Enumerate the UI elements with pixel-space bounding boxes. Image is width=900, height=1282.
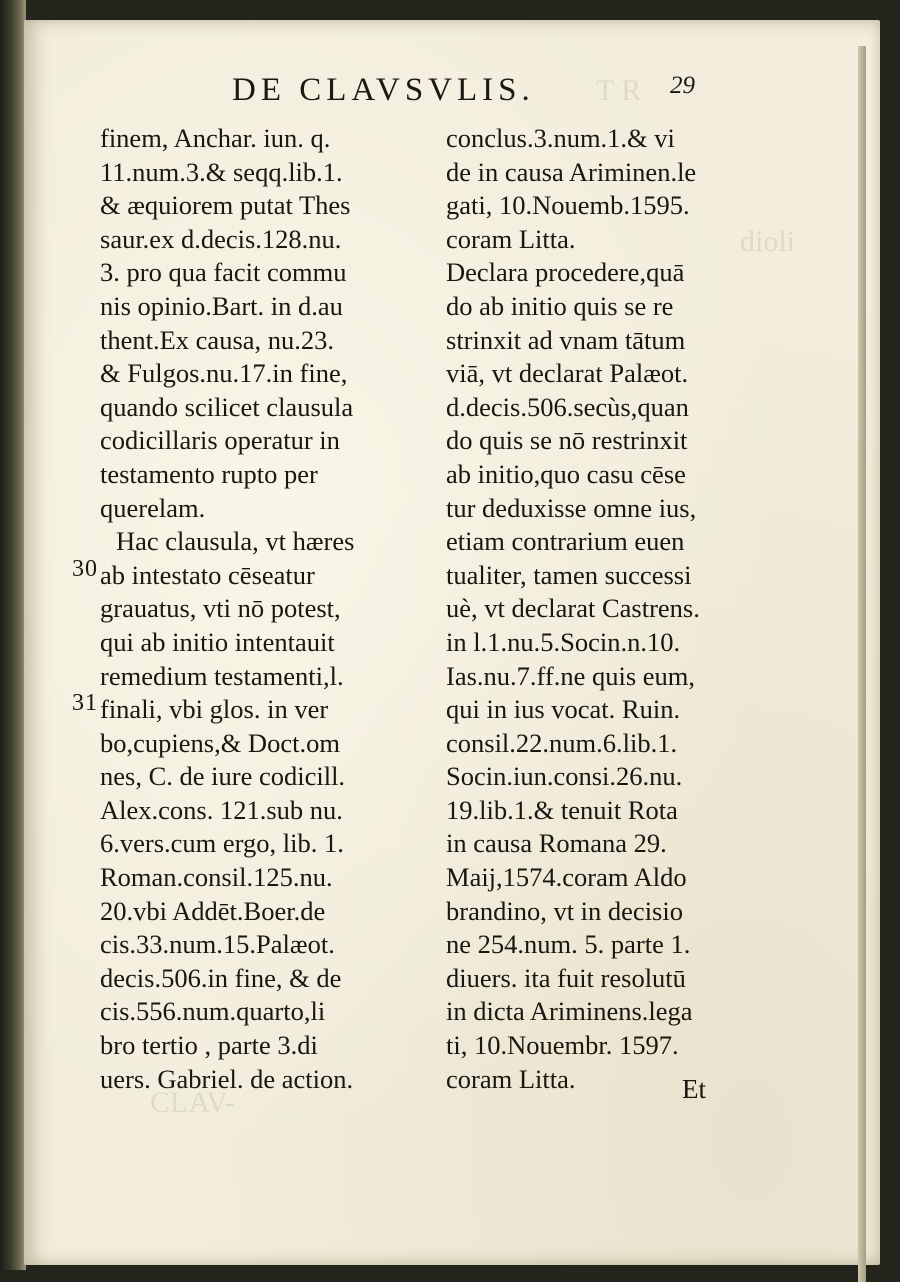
text-line: Socin.iun.consi.26.nu. [446, 761, 683, 792]
text-line: Ias.nu.7.ff.ne quis eum, [446, 660, 696, 691]
text-line: uers. Gabriel. de action. [100, 1063, 354, 1094]
text-line: gati, 10.Nouemb.1595. [446, 190, 690, 221]
text-line: Maij,1574.coram Aldo [446, 862, 687, 893]
running-head: DE CLAVSVLIS. [232, 72, 535, 108]
text-line: cis.556.num.quarto,li [100, 996, 326, 1027]
text-line: Alex.cons. 121.sub nu. [100, 794, 343, 825]
text-line: viā, vt declarat Palæot. [446, 358, 689, 389]
text-line: conclus.3.num.1.& vi [446, 123, 675, 153]
text-line: querelam. [100, 492, 206, 523]
text-line: Declara procedere,quā [446, 257, 685, 288]
catchword: Et [682, 1074, 706, 1104]
text-line: bro tertio , parte 3.di [100, 1030, 318, 1061]
text-line: consil.22.num.6.lib.1. [446, 727, 678, 758]
margin-note-30: 30 [72, 556, 98, 582]
text-line: & æquiorem putat Thes [100, 190, 351, 221]
show-through-text: T R [596, 74, 642, 107]
text-line: remedium testamenti,l. [100, 660, 344, 691]
text-line: nes, C. de iure codicill. [100, 761, 346, 792]
left-text-column [100, 122, 400, 1096]
text-line: in l.1.nu.5.Socin.n.10. [446, 626, 681, 657]
text-line: thent.Ex causa, nu.23. [100, 324, 335, 355]
text-line: uè, vt declarat Castrens. [446, 593, 700, 624]
text-line: coram Litta. [446, 223, 576, 254]
text-line: de in causa Ariminen.le [446, 156, 697, 187]
text-line: 6.vers.cum ergo, lib. 1. [100, 828, 344, 859]
text-line: in causa Romana 29. [446, 828, 667, 859]
right-text-column [446, 122, 766, 1096]
text-line: saur.ex d.decis.128.nu. [100, 223, 342, 254]
text-line: 20.vbi Addēt.Boer.de [100, 895, 326, 926]
text-line: brandino, vt in decisio [446, 895, 683, 926]
text-line: quando scilicet clausula [100, 391, 354, 422]
page-edge [858, 46, 866, 1282]
text-line: strinxit ad vnam tātum [446, 324, 686, 355]
text-line: qui ab initio intentauit [100, 626, 335, 657]
text-line: Roman.consil.125.nu. [100, 862, 333, 893]
show-through-text: CLAV- [150, 1086, 236, 1119]
margin-note-31: 31 [72, 690, 98, 716]
text-line: bo,cupiens,& Doct.om [100, 727, 340, 758]
text-line: ne 254.num. 5. parte 1. [446, 929, 691, 960]
text-line: 19.lib.1.& tenuit Rota [446, 794, 678, 825]
text-line: ab initio,quo casu cēse [446, 458, 686, 489]
text-line: diuers. ita fuit resolutū [446, 962, 686, 993]
text-line: 11.num.3.& seqq.lib.1. [100, 156, 343, 187]
text-line: cis.33.num.15.Palæot. [100, 929, 335, 960]
show-through-text: dioli [740, 225, 796, 258]
page-number: 29 [670, 72, 695, 99]
text-line: 3. pro qua facit commu [100, 257, 347, 288]
text-line: tur deduxisse omne ius, [446, 492, 697, 523]
text-line: decis.506.in fine, & de [100, 962, 342, 993]
text-line: in dicta Ariminens.lega [446, 996, 693, 1027]
text-line: tualiter, tamen successi [446, 559, 692, 590]
text-line: & Fulgos.nu.17.in fine, [100, 358, 348, 389]
text-line: testamento rupto per [100, 458, 318, 489]
text-line: qui in ius vocat. Ruin. [446, 694, 681, 725]
text-line: codicillaris operatur in [100, 425, 340, 456]
text-line: do quis se nō restrinxit [446, 425, 688, 456]
text-line: Hac clausula, vt hæres [116, 526, 355, 557]
text-line: ab intestato cēseatur [100, 559, 315, 590]
text-line: do ab initio quis se re [446, 290, 674, 321]
text-line: finem, Anchar. iun. q. [100, 123, 331, 153]
text-line: finali, vbi glos. in ver [100, 694, 329, 725]
text-line: ti, 10.Nouembr. 1597. [446, 1030, 679, 1061]
text-line: d.decis.506.secùs,quan [446, 391, 689, 422]
text-line: nis opinio.Bart. in d.au [100, 290, 343, 321]
text-line: coram Litta. [446, 1063, 576, 1094]
text-line: etiam contrarium euen [446, 526, 685, 557]
text-line: grauatus, vti nō potest, [100, 593, 341, 624]
book-binding-shadow [0, 0, 26, 1270]
